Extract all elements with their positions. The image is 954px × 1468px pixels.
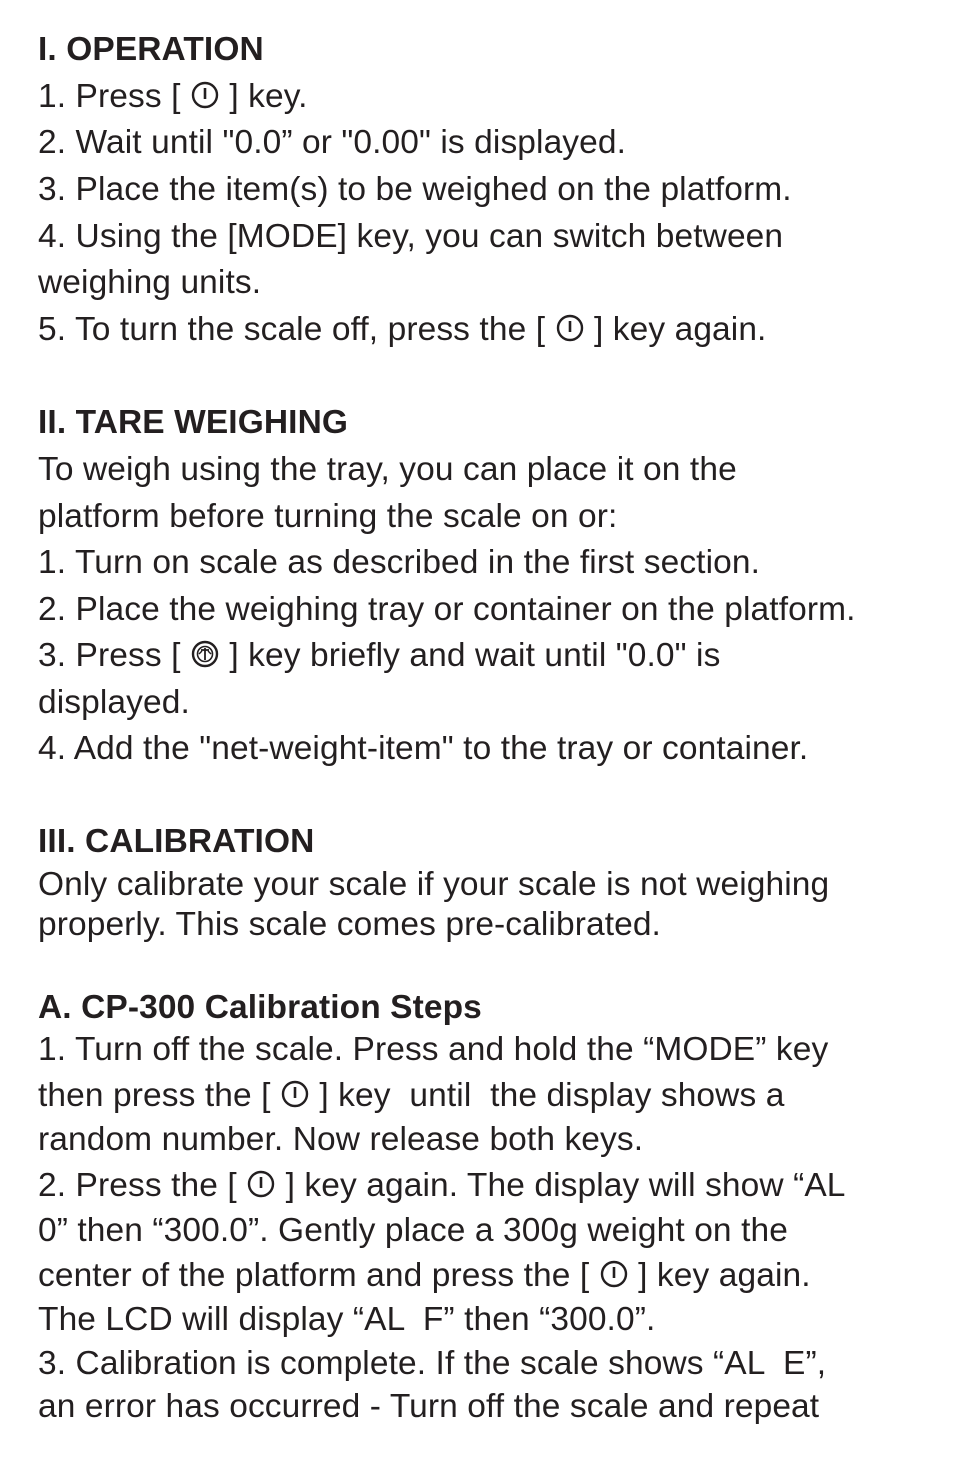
cp300-step-1-line-2: [38, 1076, 784, 1116]
step-text: ] key until the display shows a: [309, 1077, 785, 1114]
cp300-step-2-line-2: 0” then “300.0”. Gently place a 300g weight on the: [38, 1212, 788, 1249]
operation-step-3: 3. Place the item(s) to be weighed on the platform.: [38, 171, 792, 208]
step-text: then press the [: [38, 1077, 280, 1114]
operation-step-4-line-1: 4. Using the [MODE] key, you can switch between: [38, 218, 784, 255]
step-text: ] key.: [219, 78, 308, 115]
cp300-step-2-line-1: [38, 1166, 846, 1206]
power-icon: [280, 1079, 310, 1109]
tare-step-4: 4. Add the "net-weight-item" to the tray or container.: [38, 730, 809, 767]
operation-step-4-line-2: weighing units.: [38, 264, 262, 301]
power-icon: [555, 313, 585, 343]
step-text: ] key again.: [584, 311, 767, 348]
cp300-step-3-line-2: an error has occurred - Turn off the scale and repeat: [38, 1388, 820, 1425]
cp300-step-2-line-3: [38, 1256, 811, 1296]
tare-step-1: 1. Turn on scale as described in the first section.: [38, 544, 760, 581]
step-text: ] key again. The display will show “AL: [276, 1167, 846, 1204]
step-text: 1. Press [: [38, 78, 190, 115]
cp300-step-1-line-1: 1. Turn off the scale. Press and hold the “MODE” key: [38, 1031, 829, 1068]
operation-step-1: [38, 77, 307, 117]
calibration-intro-line-1: Only calibrate your scale if your scale is not weighing: [38, 866, 830, 903]
power-icon: [246, 1169, 276, 1199]
step-text: 2. Press the [: [38, 1167, 247, 1204]
calibration-intro-line-2: properly. This scale comes pre-calibrated.: [38, 906, 661, 943]
cp300-heading: A. CP-300 Calibration Steps: [38, 989, 482, 1026]
step-text: ] key again.: [628, 1257, 811, 1294]
cp300-step-1-line-3: random number. Now release both keys.: [38, 1121, 644, 1158]
tare-intro-line-1: To weigh using the tray, you can place it on the: [38, 451, 737, 488]
calibration-heading: III. CALIBRATION: [38, 823, 315, 860]
power-icon: [190, 80, 220, 110]
step-text: center of the platform and press the [: [38, 1257, 599, 1294]
tare-heading: II. TARE WEIGHING: [38, 404, 349, 441]
tare-intro-line-2: platform before turning the scale on or:: [38, 498, 618, 535]
tare-step-3: [38, 636, 720, 676]
tare-icon: [190, 639, 220, 669]
step-text: 3. Press [: [38, 637, 190, 674]
step-text: ] key briefly and wait until "0.0" is: [219, 637, 721, 674]
operation-step-2: 2. Wait until "0.0” or "0.00" is displayed.: [38, 124, 627, 161]
power-icon: [599, 1259, 629, 1289]
tare-step-2: 2. Place the weighing tray or container on the platform.: [38, 591, 856, 628]
operation-step-5: [38, 310, 766, 350]
cp300-step-2-line-4: The LCD will display “AL F” then “300.0”.: [38, 1301, 656, 1338]
tare-step-3-line-2: displayed.: [38, 684, 190, 721]
step-text: 5. To turn the scale off, press the [: [38, 311, 555, 348]
operation-heading: I. OPERATION: [38, 31, 264, 68]
cp300-step-3-line-1: 3. Calibration is complete. If the scale shows “AL E”,: [38, 1345, 827, 1382]
